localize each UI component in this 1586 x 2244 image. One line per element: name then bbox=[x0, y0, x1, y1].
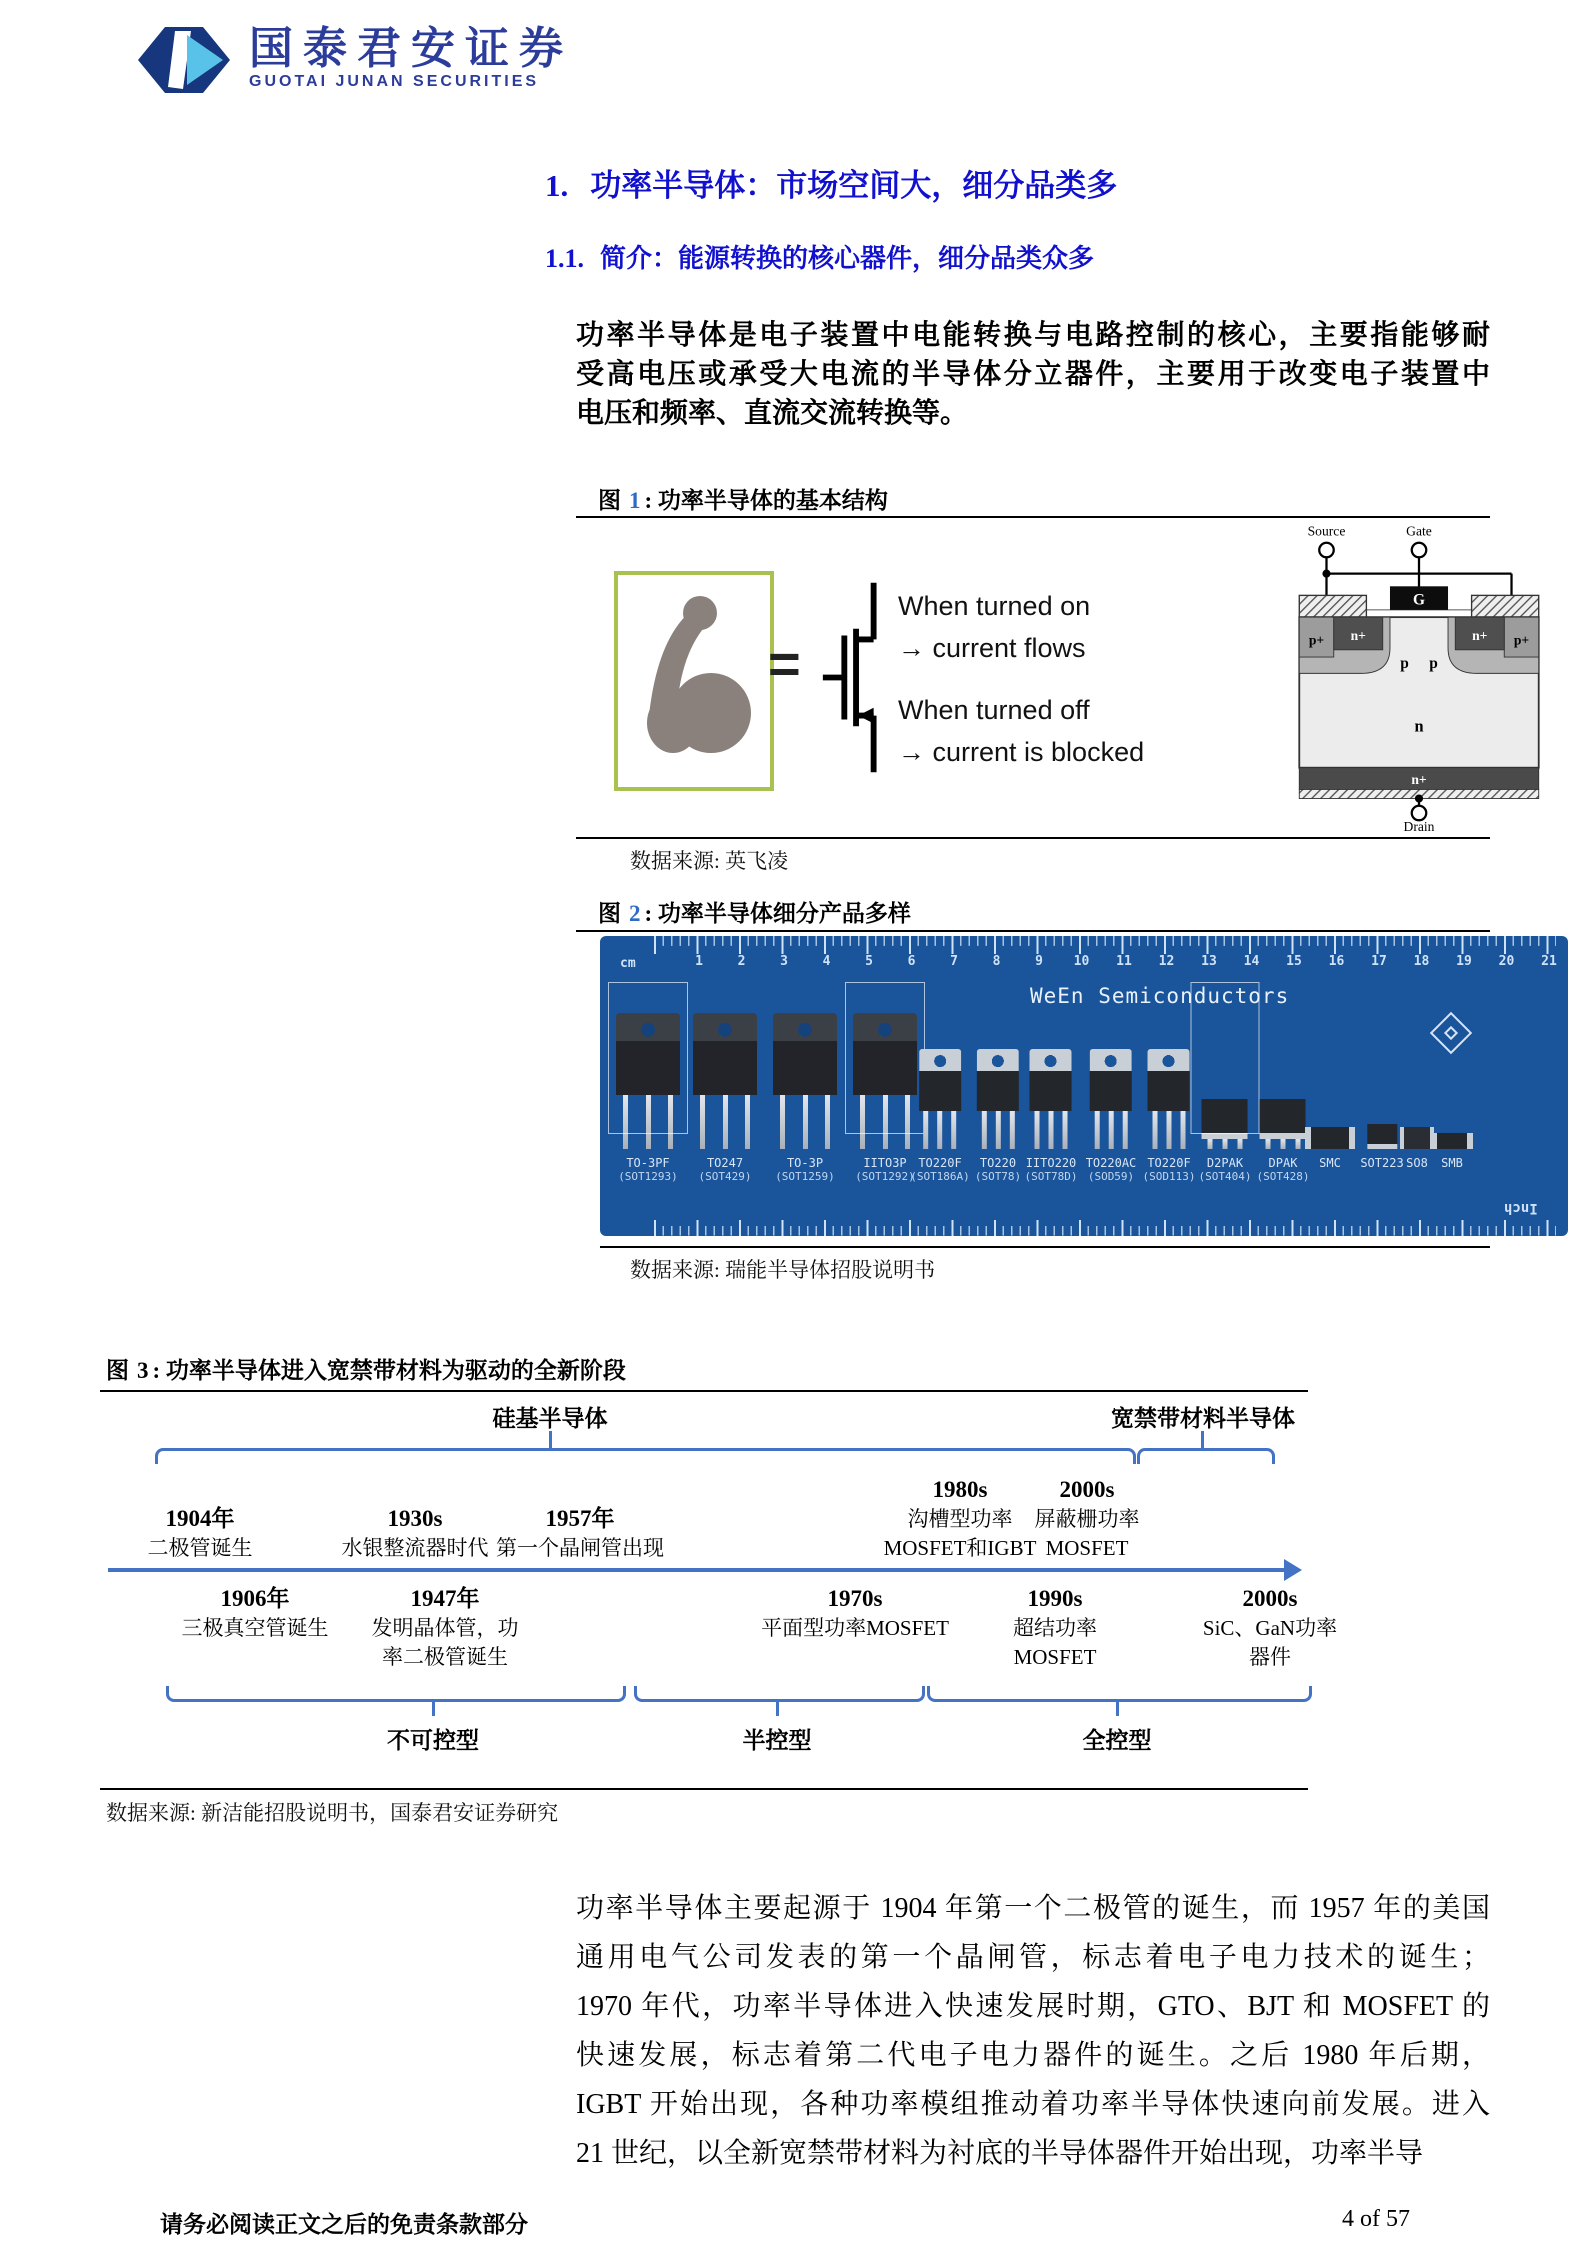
package-name-label: TO-3P bbox=[786, 1156, 824, 1170]
silicon-bracket bbox=[155, 1448, 1136, 1464]
ruler-number: 12 bbox=[1158, 954, 1175, 969]
package-code-label: (SOT1293) bbox=[618, 1170, 678, 1183]
package-name-label: SMC bbox=[1319, 1156, 1341, 1170]
footer-disclaimer: 请务必阅读正文之后的免责条款部分 bbox=[160, 2212, 528, 2237]
half-controlled-bracket bbox=[634, 1686, 925, 1702]
package-name-label: TO220F bbox=[918, 1156, 962, 1170]
figure2-top-rule bbox=[576, 930, 1490, 932]
ruler-number: 2 bbox=[737, 954, 746, 969]
package-code-label: (SOT186A) bbox=[910, 1170, 970, 1183]
history-paragraph bbox=[576, 1884, 1490, 2178]
timeline-event-1980s: 1980s 沟槽型功率 MOSFET和IGBT bbox=[883, 1477, 1037, 1560]
timeline-event-1957: 1957年 第一个晶闸管出现 bbox=[496, 1506, 664, 1560]
svg-text:p+: p+ bbox=[1308, 632, 1325, 648]
footer-page-number: 4 of 57 bbox=[1342, 2206, 1410, 2232]
brand-text bbox=[249, 26, 573, 91]
inch-ruler bbox=[644, 1220, 1556, 1236]
brand-name-en: GUOTAI JUNAN SECURITIES bbox=[249, 73, 540, 90]
package-code-label: (SOD113) bbox=[1142, 1170, 1196, 1183]
ruler-number: 18 bbox=[1413, 954, 1430, 969]
package-name-label: SOT223 bbox=[1360, 1156, 1404, 1170]
figure2-source: 数据来源: 瑞能半导体招股说明书 bbox=[630, 1258, 936, 1282]
subsection-title: 简介：能源转换的核心器件，细分品类众多 bbox=[600, 244, 1095, 273]
package-name-label: TO220F bbox=[1147, 1156, 1191, 1170]
figure1-caption: 图 1 : 功率半导体的基本结构 bbox=[598, 488, 888, 513]
uncontrollable-bracket bbox=[166, 1686, 626, 1702]
svg-text:Source: Source bbox=[1307, 523, 1346, 539]
category-tick bbox=[432, 1699, 435, 1716]
package-name-label: SO8 bbox=[1406, 1156, 1428, 1170]
ruler-number: 10 bbox=[1073, 954, 1090, 969]
svg-text:G: G bbox=[1413, 591, 1425, 609]
cm-ruler-unit: cm bbox=[620, 956, 636, 971]
timeline-arrowhead-icon bbox=[1284, 1559, 1302, 1581]
package-name-label: IITO220 bbox=[1025, 1156, 1077, 1170]
package-to220ac bbox=[1086, 984, 1137, 1184]
package-name-label: TO220 bbox=[979, 1156, 1017, 1170]
timeline-event-1947: 1947年 发明晶体管，功 率二极管诞生 bbox=[371, 1586, 519, 1669]
package-iito220 bbox=[1025, 984, 1078, 1184]
svg-text:p: p bbox=[1429, 654, 1438, 672]
subsection-number: 1.1. bbox=[545, 244, 584, 273]
svg-text:n+: n+ bbox=[1411, 772, 1427, 788]
paragraph-line: IGBT 开始出现，各种功率模组推动着功率半导体快速向前发展。进入 bbox=[576, 2089, 1490, 2120]
svg-text:Gate: Gate bbox=[1406, 523, 1432, 539]
equals-sign: = bbox=[768, 632, 801, 695]
figure1-note-off: When turned off → current is blocked bbox=[898, 695, 1145, 767]
paragraph-line: 快速发展，标志着第二代电子电力器件的诞生。之后 1980 年后期， bbox=[576, 2040, 1490, 2071]
package-d2pak bbox=[1199, 984, 1252, 1184]
subsection-heading bbox=[545, 238, 1094, 275]
package-iito3p bbox=[853, 984, 917, 1184]
figure3-timeline bbox=[100, 1398, 1338, 1788]
section-number: 1. bbox=[545, 168, 569, 203]
package-to-3pf bbox=[616, 984, 680, 1184]
package-name-label: TO247 bbox=[706, 1156, 744, 1170]
timeline-axis bbox=[108, 1568, 1286, 1572]
paragraph-line: 21 世纪，以全新宽禁带材料为衬底的半导体器件开始出现，功率半导 bbox=[576, 2138, 1424, 2169]
figure1-note-on: When turned on → current flows bbox=[898, 591, 1091, 663]
ruler-number: 20 bbox=[1498, 954, 1515, 969]
category-uncontrollable: 不可控型 bbox=[387, 1728, 479, 1753]
section-title: 功率半导体：市场空间大，细分品类多 bbox=[590, 168, 1118, 203]
timeline-event-2000s-bottom: 2000s SiC、GaN功率 器件 bbox=[1202, 1586, 1338, 1669]
package-name-label: TO-3PF bbox=[626, 1156, 670, 1170]
package-code-label: (SOT78D) bbox=[1024, 1170, 1078, 1183]
package-name-label: TO220AC bbox=[1085, 1156, 1137, 1170]
figure1-source: 数据来源: 英飞凌 bbox=[630, 849, 789, 873]
ruler-number: 13 bbox=[1201, 954, 1217, 969]
inch-ruler-unit: Inch bbox=[1504, 1200, 1538, 1216]
svg-text:n+: n+ bbox=[1472, 627, 1488, 643]
package-to-3p bbox=[773, 984, 837, 1184]
wbg-bracket bbox=[1137, 1448, 1275, 1464]
package-smb bbox=[1431, 984, 1473, 1184]
mosfet-symbol-icon bbox=[822, 575, 894, 780]
ruler-number: 7 bbox=[950, 954, 958, 969]
figure2-bottom-rule bbox=[600, 1246, 1490, 1248]
era-silicon-tick bbox=[549, 1431, 552, 1448]
package-dpak bbox=[1257, 984, 1310, 1184]
timeline-event-1930s: 1930s 水银整流器时代 bbox=[341, 1506, 489, 1560]
paragraph-line: 电压和频率、直流交流转换等。 bbox=[576, 398, 969, 429]
paragraph-line: 1970 年代，功率半导体进入快速发展时期，GTO、BJT 和 MOSFET 的 bbox=[576, 1991, 1490, 2022]
category-fully-controlled: 全控型 bbox=[1082, 1728, 1152, 1753]
ruler-number: 3 bbox=[780, 954, 788, 969]
timeline-event-1990s: 1990s 超结功率 MOSFET bbox=[1013, 1586, 1097, 1669]
package-name-label: SMB bbox=[1441, 1156, 1463, 1170]
figure1-bottom-rule bbox=[576, 837, 1490, 839]
figure2-package-photo bbox=[600, 936, 1568, 1236]
paragraph-line: 功率半导体主要起源于 1904 年第一个二极管的诞生，而 1957 年的美国 bbox=[576, 1893, 1490, 1924]
ruler-number: 16 bbox=[1328, 954, 1345, 969]
era-wide-bandgap-label: 宽禁带材料半导体 bbox=[1111, 1406, 1295, 1431]
svg-text:n: n bbox=[1414, 716, 1424, 736]
svg-text:n+: n+ bbox=[1350, 627, 1366, 643]
figure3-caption: 图 3 : 功率半导体进入宽禁带材料为驱动的全新阶段 bbox=[106, 1358, 626, 1383]
category-half-controlled: 半控型 bbox=[742, 1728, 812, 1753]
figure1-content bbox=[576, 519, 1530, 837]
package-smc bbox=[1305, 984, 1355, 1184]
package-code-label: (SOT404) bbox=[1198, 1170, 1252, 1183]
ruler-number: 14 bbox=[1243, 954, 1260, 969]
package-sot223 bbox=[1360, 984, 1403, 1184]
ruler-number: 17 bbox=[1371, 954, 1387, 969]
category-tick bbox=[1116, 1699, 1119, 1716]
ruler-number: 4 bbox=[822, 954, 831, 969]
figure2-caption: 图 2 : 功率半导体细分产品多样 bbox=[598, 901, 911, 926]
package-name-label: DPAK bbox=[1268, 1156, 1298, 1170]
ruler-number: 15 bbox=[1286, 954, 1302, 969]
fully-controlled-bracket bbox=[927, 1686, 1312, 1702]
ruler-number: 19 bbox=[1456, 954, 1472, 969]
figure3-bottom-rule bbox=[100, 1788, 1308, 1790]
ruler-number: 5 bbox=[865, 954, 873, 969]
svg-text:Drain: Drain bbox=[1403, 819, 1435, 833]
ween-semiconductors-label: WeEn Semiconductors bbox=[1030, 984, 1290, 1008]
package-name-label: D2PAK bbox=[1206, 1156, 1244, 1170]
package-to220f bbox=[910, 984, 970, 1184]
muscle-image-frame bbox=[614, 571, 774, 791]
package-to220f bbox=[1143, 984, 1196, 1184]
brand-hexagon-icon bbox=[137, 26, 231, 94]
package-so8 bbox=[1400, 984, 1434, 1184]
era-silicon-label: 硅基半导体 bbox=[492, 1406, 608, 1431]
paragraph-line: 受高电压或承受大电流的半导体分立器件，主要用于改变电子装置中 bbox=[576, 359, 1490, 390]
ruler-number: 6 bbox=[907, 954, 916, 969]
brand-name-cn: 国泰君安证券 bbox=[249, 24, 573, 73]
ruler-number: 21 bbox=[1541, 954, 1557, 969]
paragraph-line: 功率半导体是电子装置中电能转换与电路控制的核心，主要指能够耐 bbox=[576, 320, 1490, 351]
package-to220 bbox=[975, 984, 1021, 1184]
svg-text:p: p bbox=[1400, 654, 1409, 672]
category-tick bbox=[776, 1699, 779, 1716]
svg-text:p+: p+ bbox=[1513, 632, 1530, 648]
era-wbg-tick bbox=[1201, 1431, 1204, 1448]
package-code-label: (SOT1259) bbox=[775, 1170, 835, 1183]
package-code-label: (SOD59) bbox=[1087, 1170, 1135, 1183]
intro-paragraph bbox=[576, 316, 1490, 433]
figure1-top-rule bbox=[576, 516, 1490, 518]
package-code-label: (SOT428) bbox=[1256, 1170, 1310, 1183]
ruler-number: 8 bbox=[992, 954, 1001, 969]
package-name-label: IITO3P bbox=[863, 1156, 907, 1170]
muscle-arm-icon bbox=[618, 575, 762, 779]
mosfet-cross-section-diagram bbox=[1274, 521, 1564, 833]
timeline-event-1904: 1904年 二极管诞生 bbox=[147, 1506, 253, 1560]
ruler-number: 1 bbox=[695, 954, 703, 969]
brand-logo bbox=[137, 26, 573, 94]
package-code-label: (SOT78) bbox=[974, 1170, 1022, 1183]
ruler-number: 11 bbox=[1116, 954, 1132, 969]
package-to247 bbox=[693, 984, 757, 1184]
package-code-label: (SOT1292) bbox=[855, 1170, 915, 1183]
package-code-label: (SOT429) bbox=[698, 1170, 752, 1183]
timeline-event-1906: 1906年 三极真空管诞生 bbox=[181, 1586, 329, 1640]
timeline-event-2000s-top: 2000s 屏蔽栅功率 MOSFET bbox=[1034, 1477, 1140, 1560]
timeline-event-1970s: 1970s 平面型功率MOSFET bbox=[761, 1586, 949, 1640]
figure3-source: 数据来源: 新洁能招股说明书，国泰君安证券研究 bbox=[106, 1801, 559, 1825]
figure3-top-rule bbox=[100, 1390, 1308, 1392]
fig2-packages bbox=[600, 936, 1568, 1236]
paragraph-line: 通用电气公司发表的第一个晶闸管，标志着电子电力技术的诞生； bbox=[576, 1942, 1490, 1973]
ruler-number: 9 bbox=[1035, 954, 1043, 969]
section-heading bbox=[545, 160, 1117, 205]
